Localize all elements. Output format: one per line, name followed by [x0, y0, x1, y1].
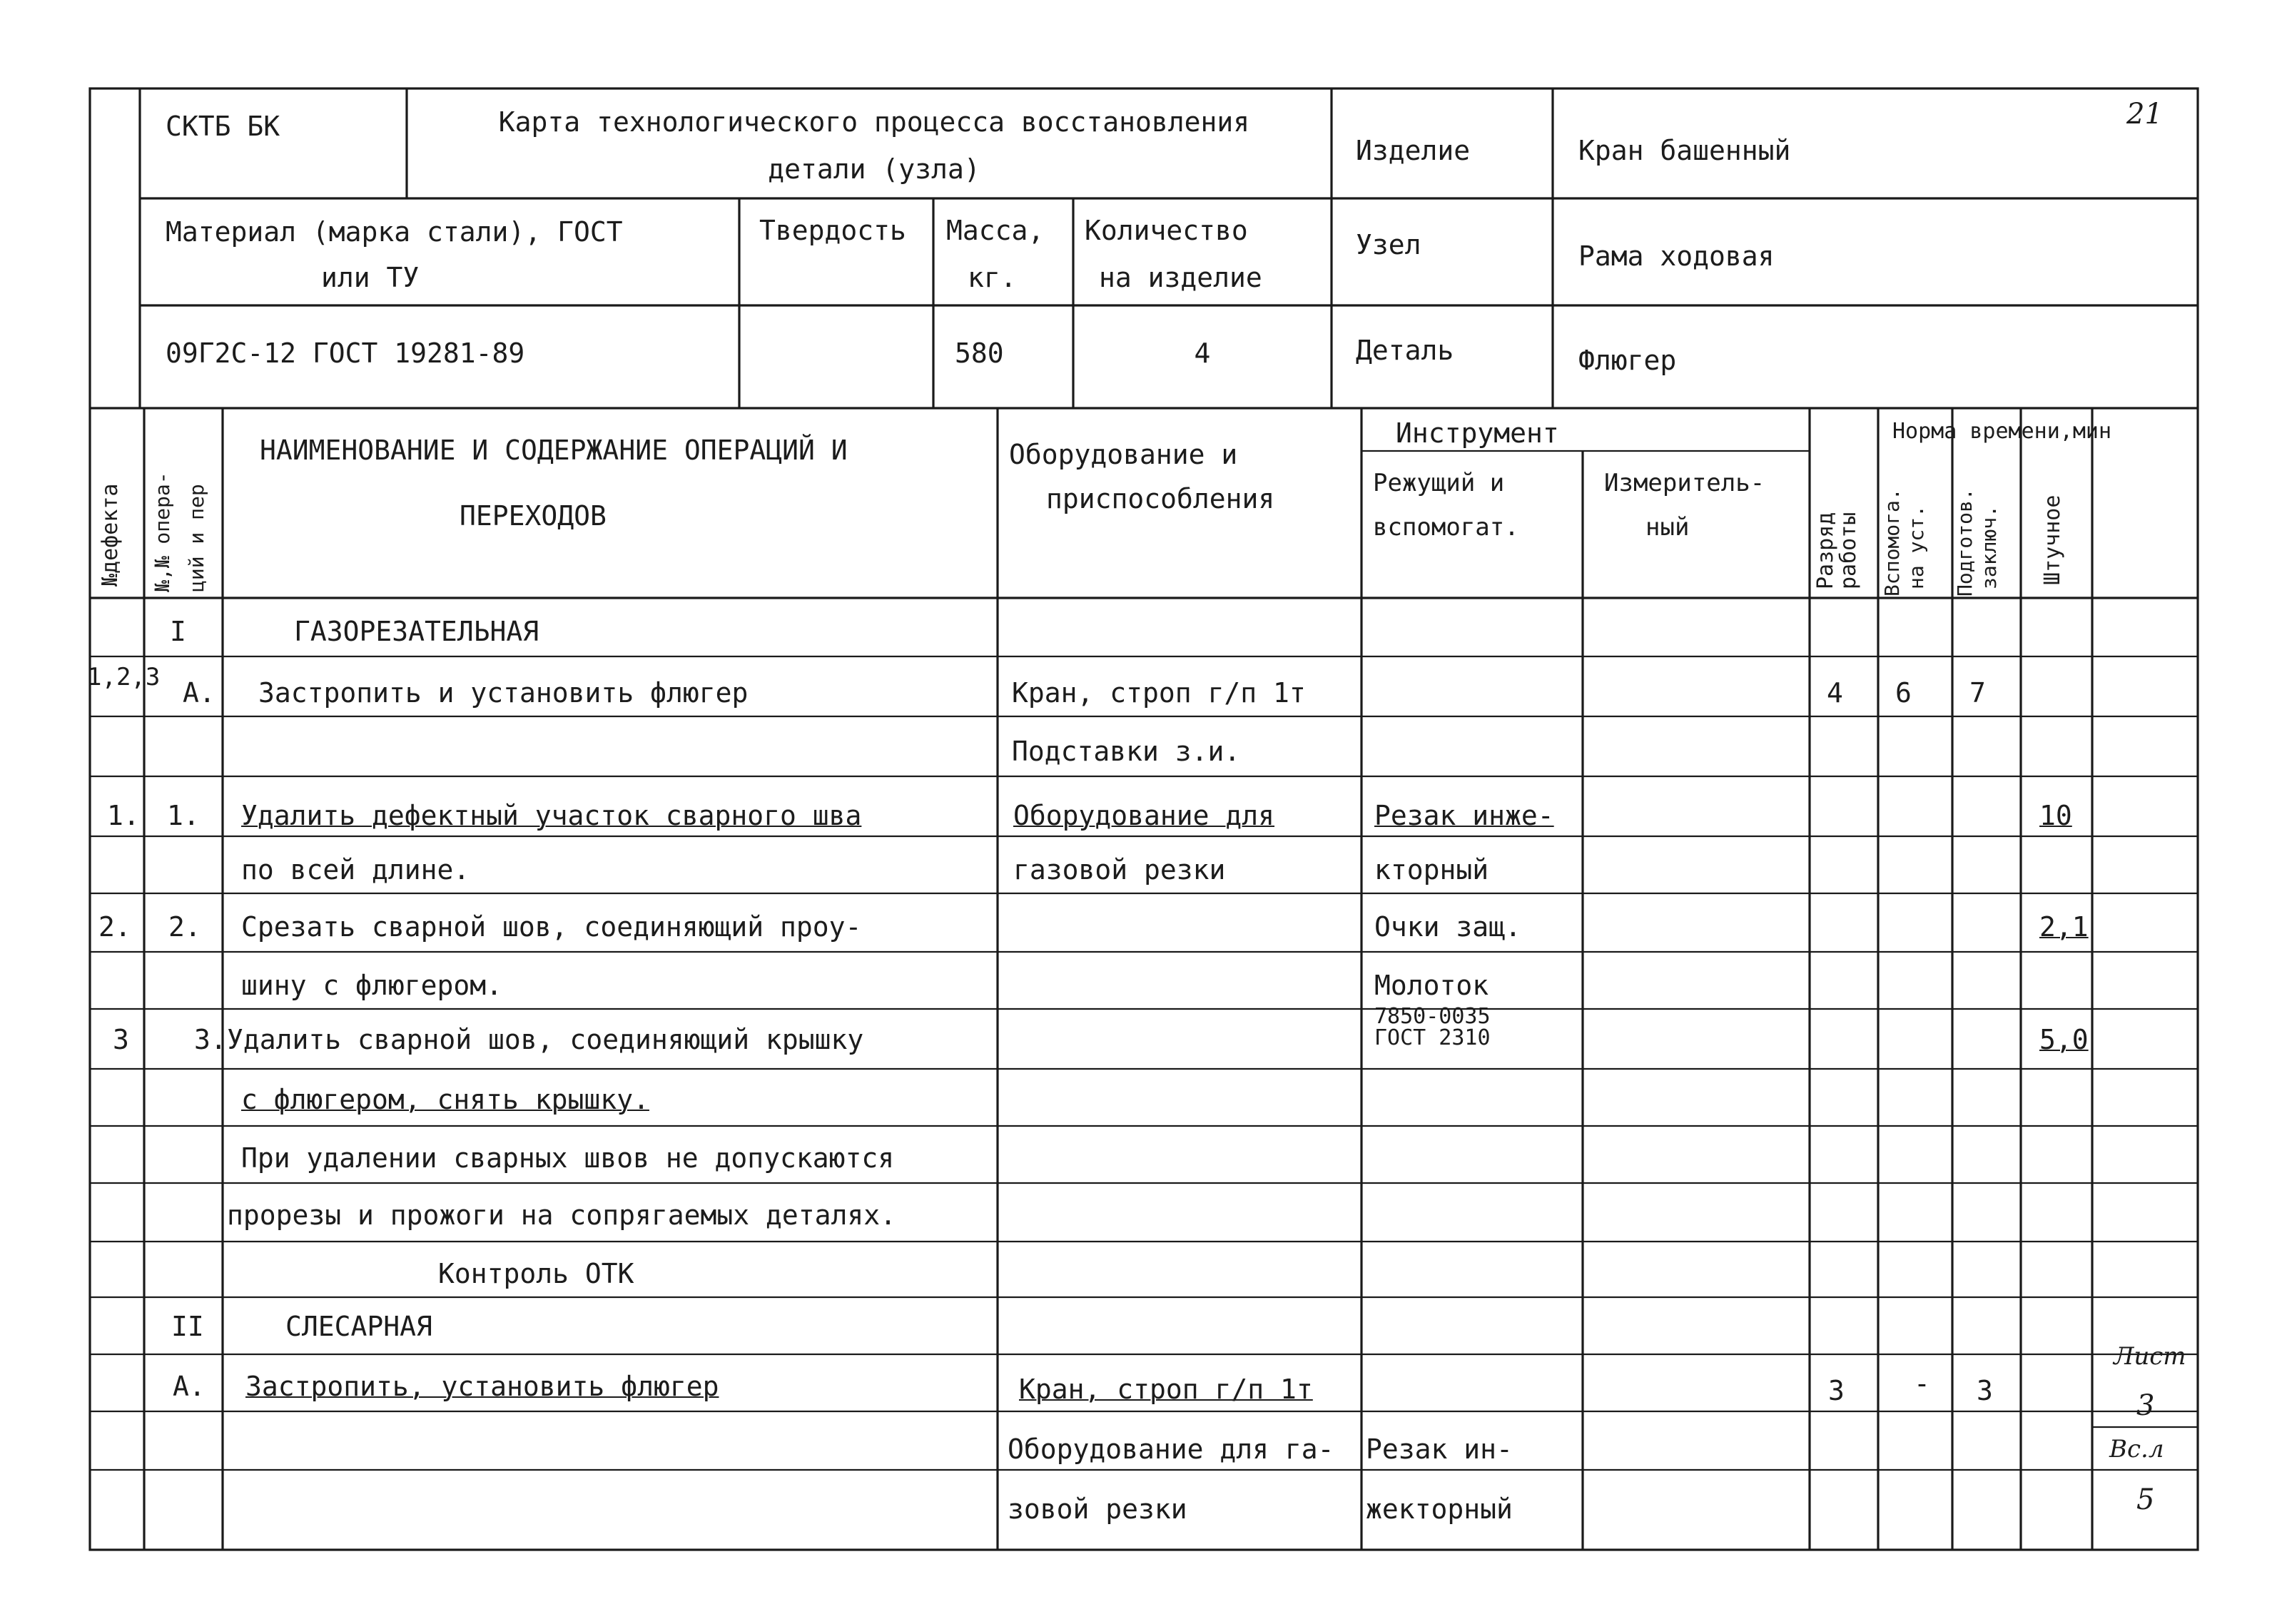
col-grade-1: Разряд [1813, 512, 1838, 589]
row-2-text: Застропить и установить флюгер [258, 677, 749, 709]
row-2-grade: 4 [1827, 677, 1843, 709]
row-14-aux: - [1914, 1368, 1930, 1399]
row-10-text: При удалении сварных швов не допускаются [241, 1142, 895, 1174]
row-1-op: I [170, 616, 186, 647]
row-12-text: Контроль ОТК [438, 1258, 634, 1289]
row-2-aux: 6 [1895, 677, 1912, 709]
col-prep-1: Подготов. [1953, 488, 1977, 597]
col-aux-2: на уст. [1905, 504, 1928, 589]
row-6-piece: 2,1 [2039, 911, 2089, 943]
detal-value: Флюгер [1578, 345, 1677, 376]
row-8-cut: 7850-0035 ГОСТ 2310 [1374, 1004, 1491, 1050]
col-operations-title-1: НАИМЕНОВАНИЕ И СОДЕРЖАНИЕ ОПЕРАЦИЙ И [260, 435, 848, 466]
row-1-text: ГАЗОРЕЗАТЕЛЬНАЯ [294, 616, 539, 647]
row-4-text: Удалить дефектный участок сварного шва [241, 800, 862, 831]
izdelie-label: Изделие [1356, 135, 1471, 166]
uzel-label: Узел [1356, 229, 1421, 260]
row-15-equip: Оборудование для га- [1008, 1433, 1334, 1465]
col-cutting-2: вспомогат. [1373, 513, 1519, 542]
row-8-piece: 5,0 [2039, 1024, 2089, 1055]
row-7-cut: Молоток [1374, 970, 1489, 1001]
hardness-label: Твердость [759, 215, 906, 246]
col-instrument: Инструмент [1396, 417, 1559, 449]
material-value: 09Г2С-12 ГОСТ 19281-89 [166, 338, 525, 369]
row-4-piece: 10 [2039, 800, 2072, 831]
detal-label: Деталь [1356, 335, 1454, 366]
row-4-cut: Резак инже- [1374, 800, 1554, 831]
doc-title-line-2: детали (узла) [768, 153, 980, 185]
mass-value: 580 [955, 338, 1004, 369]
row-9-text: с флюгером, снять крышку. [241, 1084, 649, 1115]
row-14-prep: 3 [1977, 1375, 1993, 1406]
row-2-prep: 7 [1969, 677, 1986, 709]
row-14-text: Застропить, установить флюгер [245, 1371, 719, 1402]
col-piece: Штучное [2040, 494, 2065, 585]
row-7-text: шину с флюгером. [241, 970, 503, 1001]
row-6-cut: Очки защ. [1374, 911, 1521, 943]
row-13-op: II [171, 1311, 204, 1342]
sheet-label: Лист [2114, 1342, 2186, 1371]
row-5-text: по всей длине. [241, 854, 470, 885]
col-prep-2: заключ. [1977, 504, 2001, 589]
col-aux-1: Вспомога. [1880, 488, 1904, 597]
row-4-op: 1. [167, 800, 200, 831]
mass-label-1: Масса, [946, 215, 1045, 246]
row-11-text: прорезы и прожоги на сопрягаемых деталях. [227, 1199, 896, 1231]
row-8-defect: 3 [113, 1024, 129, 1055]
row-5-cut: кторный [1374, 854, 1489, 885]
quantity-label-1: Количество [1085, 215, 1248, 246]
material-label-1: Материал (марка стали), ГОСТ [166, 216, 623, 248]
col-operations-title-2: ПЕРЕХОДОВ [460, 500, 607, 532]
row-8-text: Удалить сварной шов, соединяющий крышку [227, 1024, 864, 1055]
row-14-op: А. [173, 1371, 206, 1402]
page-number: 21 [2126, 98, 2163, 131]
row-2-defect: 1,2,3 [87, 663, 161, 691]
row-14-equip: Кран, строп г/п 1т [1019, 1374, 1313, 1405]
row-4-defect: 1. [107, 800, 140, 831]
row-15-cut: Резак ин- [1366, 1433, 1513, 1465]
col-measuring-1: Измеритель- [1604, 469, 1765, 497]
row-6-op: 2. [168, 911, 201, 943]
col-defect-no: №дефекта [98, 483, 123, 587]
col-cutting-1: Режущий и [1373, 469, 1505, 497]
col-measuring-2: ный [1645, 513, 1690, 542]
org-name: СКТБ БК [166, 111, 280, 142]
row-4-equip: Оборудование для [1013, 800, 1275, 831]
col-grade-2: работы [1836, 512, 1861, 589]
row-16-cut: жекторный [1366, 1493, 1513, 1525]
col-equipment-2: приспособления [1046, 483, 1275, 514]
row-13-text: СЛЕСАРНАЯ [285, 1311, 432, 1342]
col-equipment-1: Оборудование и [1009, 439, 1238, 470]
total-sheets-label: Вс.л [2109, 1435, 2164, 1463]
quantity-value: 4 [1194, 338, 1211, 369]
row-14-grade: 3 [1828, 1375, 1845, 1406]
izdelie-value: Кран башенный [1578, 135, 1791, 166]
col-op-no-1: №,№ опера- [151, 472, 174, 592]
uzel-value: Рама ходовая [1578, 240, 1775, 272]
row-3-equip: Подставки з.и. [1012, 736, 1241, 767]
row-2-equip: Кран, строп г/п 1т [1012, 677, 1306, 709]
col-time-norm: Норма времени,мин [1892, 419, 2112, 444]
material-label-2: или ТУ [321, 262, 420, 293]
doc-title-line-1: Карта технологического процесса восстановления [498, 106, 1250, 138]
row-8-op: 3. [194, 1024, 227, 1055]
mass-label-2: кг. [968, 262, 1017, 293]
row-6-text: Срезать сварной шов, соединяющий проу- [241, 911, 862, 943]
row-2-op: А. [183, 677, 215, 709]
row-6-defect: 2. [98, 911, 131, 943]
row-5-equip: газовой резки [1013, 854, 1226, 885]
row-16-equip: зовой резки [1008, 1493, 1187, 1525]
total-sheets-number: 5 [2136, 1483, 2155, 1516]
quantity-label-2: на изделие [1099, 262, 1262, 293]
col-op-no-2: ций и пер [185, 484, 208, 592]
sheet-number: 3 [2136, 1389, 2155, 1422]
